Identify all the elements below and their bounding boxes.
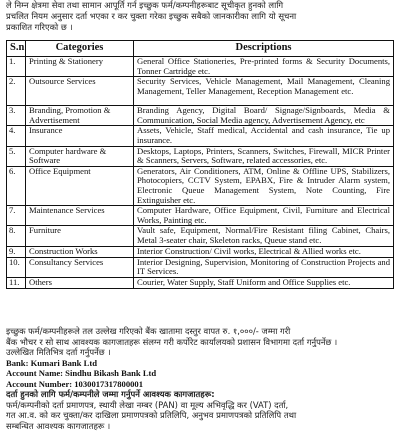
table-row	[7, 166, 394, 205]
requirements-line-3: सम्बन्धित आवश्यक कागजातहरू ।	[6, 420, 111, 431]
after-table-line-3: उल्लेखित मितिभित्र दर्ता गर्नुपर्नेछ ।	[6, 347, 111, 358]
row-sn: 6.	[7, 166, 26, 205]
row-category: Others	[26, 277, 134, 288]
row-description: Branding Agency, Digital Board/ Signage/Signboards, Media & Communication, Social Media agency, Advertisement Agency, etc	[134, 106, 394, 126]
row-sn: 7.	[7, 206, 26, 226]
intro-line-3: प्रकाशित गरिएको छ ।	[6, 22, 73, 32]
row-description: Desktops, Laptops, Printers, Scanners, Switches, Firewall, MICR Printer & Scanners, Servers, Software, related accessories, etc.	[134, 146, 394, 166]
row-category: Maintenance Services	[26, 206, 134, 226]
table-row	[7, 246, 394, 257]
row-sn: 11.	[7, 277, 26, 288]
row-category: Insurance	[26, 126, 134, 146]
row-description: Assets, Vehicle, Staff medical, Accidental and cash insurance, Tie up insurance.	[134, 126, 394, 146]
row-sn: 1.	[7, 57, 26, 77]
row-description: Vault safe, Equipment, Normal/Fire Resistant filing Cabinet, Chairs, Metal 3-seater chair, Skeleton racks, Queue stand etc.	[134, 226, 394, 246]
table-row	[7, 257, 394, 277]
after-table-line-2: बैंक भौचर र सो साथ आवश्यक कागजातहरू संलग्न गरी कर्पोरेट कार्यालयको प्रशासन विभागमा दर्ता गर्नुपर्नेछ ।	[6, 336, 338, 347]
row-description: Generators, Air Conditioners, ATM, Online & Offline UPS, Stabilizers, Photocopiers, CCTV System, EPABX, Fire & Intruder Alarm system, Electronic Queue Management System, Note Counting, Fire Extinguisher etc.	[134, 166, 394, 205]
requirements-line-2: गत आ.व. को कर चुक्ता/कर दाखिला प्रमाणपत्रको प्रतिलिपि, अनुभव प्रमाणपत्रको प्रतिलिपि तथा	[6, 410, 297, 421]
row-description: Courier, Water Supply, Staff Uniform and Office Supplies etc.	[134, 277, 394, 288]
row-sn: 8.	[7, 226, 26, 246]
table-row	[7, 277, 394, 288]
table-header-row	[7, 41, 394, 57]
row-category: Outsource Services	[26, 77, 134, 106]
intro-line-1: ले निम्न क्षेत्रमा सेवा तथा सामान आपूर्ति गर्न इच्छुक फर्म/कम्पनीहरूबाट सूचीकृत हुनको लागि	[6, 0, 284, 10]
row-sn: 5.	[7, 146, 26, 166]
row-sn: 10.	[7, 257, 26, 277]
row-description: Interior Construction/ Civil works, Electrical & Allied works etc.	[134, 246, 394, 257]
intro-text	[6, 0, 396, 33]
row-description: General Office Stationeries, Pre-printed forms & Security Documents, Tonner Cartridge etc.	[134, 57, 394, 77]
row-category: Furniture	[26, 226, 134, 246]
header-categories: Categories	[26, 41, 134, 57]
notice-footer	[6, 326, 396, 431]
table-row	[7, 226, 394, 246]
row-sn: 4.	[7, 126, 26, 146]
row-category: Printing & Stationery	[26, 57, 134, 77]
row-sn: 9.	[7, 246, 26, 257]
row-category: Construction Works	[26, 246, 134, 257]
categories-table	[6, 40, 394, 289]
row-category: Computer hardware & Software	[26, 146, 134, 166]
requirements-line-1: फर्म/कम्पनीको दर्ता प्रमाणपत्र, स्थायी लेखा नम्बर (PAN) वा मूल्य अभिवृद्धि कर (VAT) दर्ता,	[6, 399, 289, 410]
table-row	[7, 146, 394, 166]
after-table-line-1: इच्छुक फर्म/कम्पनीहरूले तल उल्लेख गरिएको बैंक खातामा दस्तुर वापत रु. १,०००/- जम्मा गरी	[6, 326, 291, 336]
table-row	[7, 77, 394, 106]
row-category: Office Equipment	[26, 166, 134, 205]
bank-account-name: Account Name: Sindhu Bikash Bank Ltd	[6, 368, 157, 379]
row-sn: 3.	[7, 106, 26, 126]
row-description: Security Services, Vehicle Management, Mail Management, Cleaning Management, Teller Management, Reception Management etc.	[134, 77, 394, 106]
requirements-heading: दर्ता हुनको लागि फर्म/कम्पनीले जम्मा गर्नुपर्ने आवश्यक कागजातहरू:	[6, 389, 215, 399]
intro-line-2: प्रचलित नियम अनुसार दर्ता भएका र कर चुक्ता गरेका इच्छुक सबैको जानकारीका लागि यो सूचना	[6, 11, 297, 21]
bank-name: Bank: Kumari Bank Ltd	[6, 357, 97, 368]
row-category: Branding, Promotion & Advertisement	[26, 106, 134, 126]
table-row	[7, 206, 394, 226]
header-sn: S.n	[7, 41, 26, 57]
row-description: Interior Designing, Supervision, Monitoring of Construction Projects and IT Services.	[134, 257, 394, 277]
table-row	[7, 57, 394, 77]
header-descriptions: Descriptions	[134, 41, 394, 57]
row-sn: 2.	[7, 77, 26, 106]
table-row	[7, 106, 394, 126]
table-row	[7, 126, 394, 146]
bank-account-number: Account Number: 1030017317800001	[6, 378, 144, 389]
row-category: Consultancy Services	[26, 257, 134, 277]
row-description: Computer Hardware, Office Equipment, Civil, Furniture and Electrical Works, Painting etc.	[134, 206, 394, 226]
